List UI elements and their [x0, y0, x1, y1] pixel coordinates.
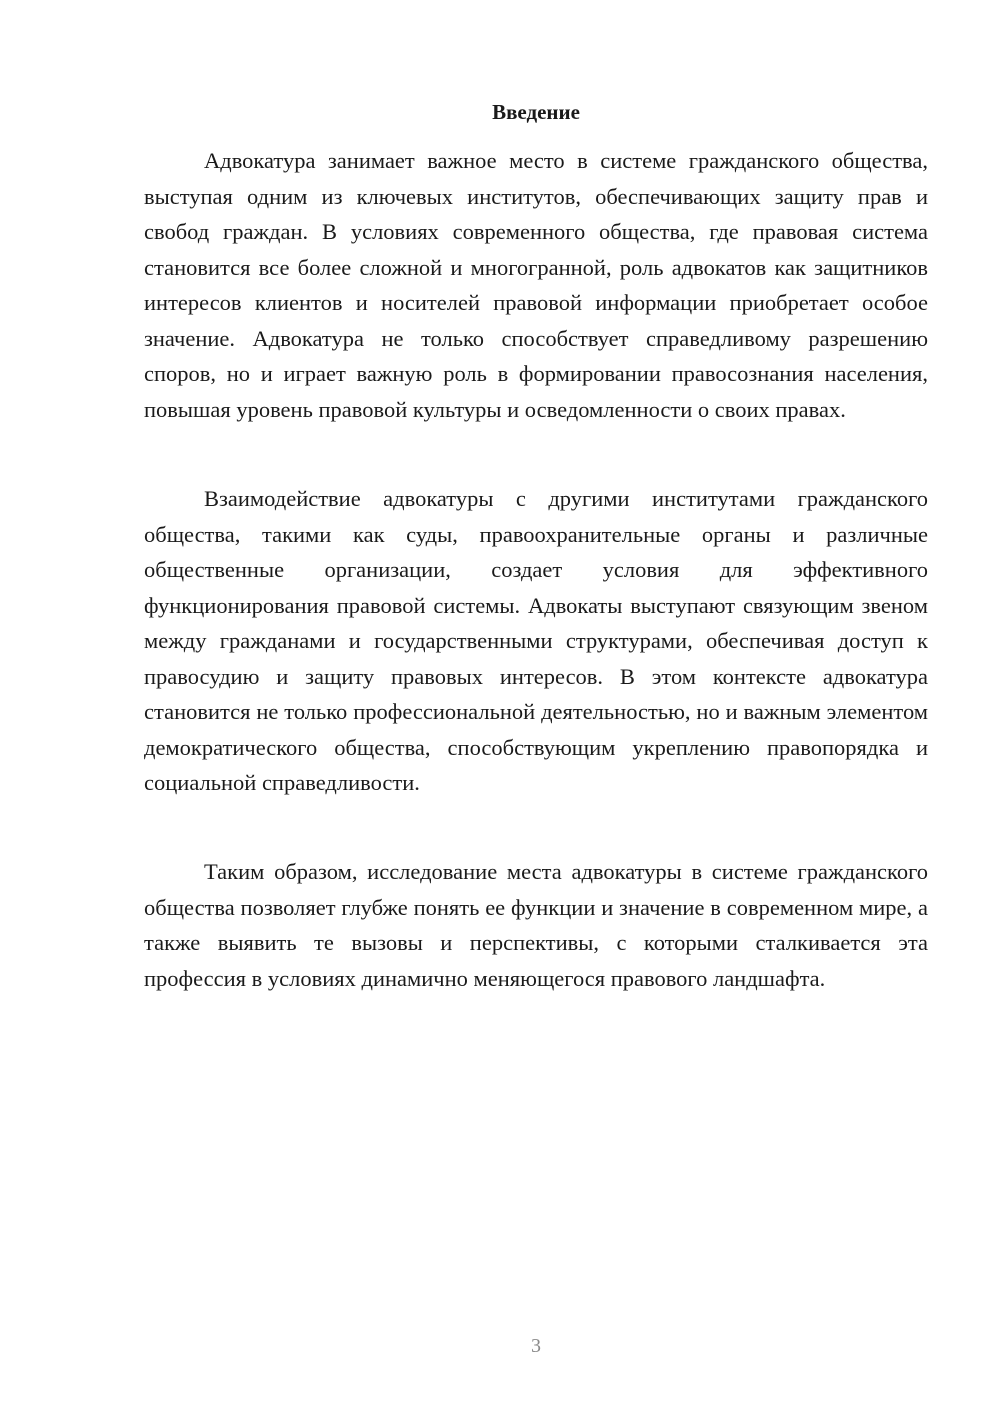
- page-number: 3: [531, 1335, 541, 1357]
- paragraph-conclusion: Таким образом, исследование места адвокатуры в системе гражданского общества позволяет глубже понять ее функции и значение в современном мире, а также выявить те вызовы и перспективы, с которыми сталкивается эта профессия в условиях динамично меняющегося правового ландшафта.: [144, 859, 928, 991]
- section-heading: Введение: [492, 100, 580, 124]
- paragraph-intro: Адвокатура занимает важное место в системе гражданского общества, выступая одним из ключевых институтов, обеспечивающих защиту прав и свобод граждан. В условиях современного общества, где правовая система становится все более сложной и многогранной, роль адвокатов как защитников интересов клиентов и носителей правовой информации приобретает особое значение. Адвокатура не только способствует справедливому разрешению споров, но и играет важную роль в формировании правосознания населения, повышая уровень правовой культуры и осведомленности о своих правах.: [144, 148, 928, 422]
- paragraph-interaction: Взаимодействие адвокатуры с другими институтами гражданского общества, такими как суды, правоохранительные органы и различные общественные организации, создает условия для эффективного функционирования правовой системы. Адвокаты выступают связующим звеном между гражданами и государственными структурами, обеспечивая доступ к правосудию и защиту правовых интересов. В этом контексте адвокатура становится не только профессиональной деятельностью, но и важным элементом демократического общества, способствующим укреплению правопорядка и социальной справедливости.: [144, 486, 928, 795]
